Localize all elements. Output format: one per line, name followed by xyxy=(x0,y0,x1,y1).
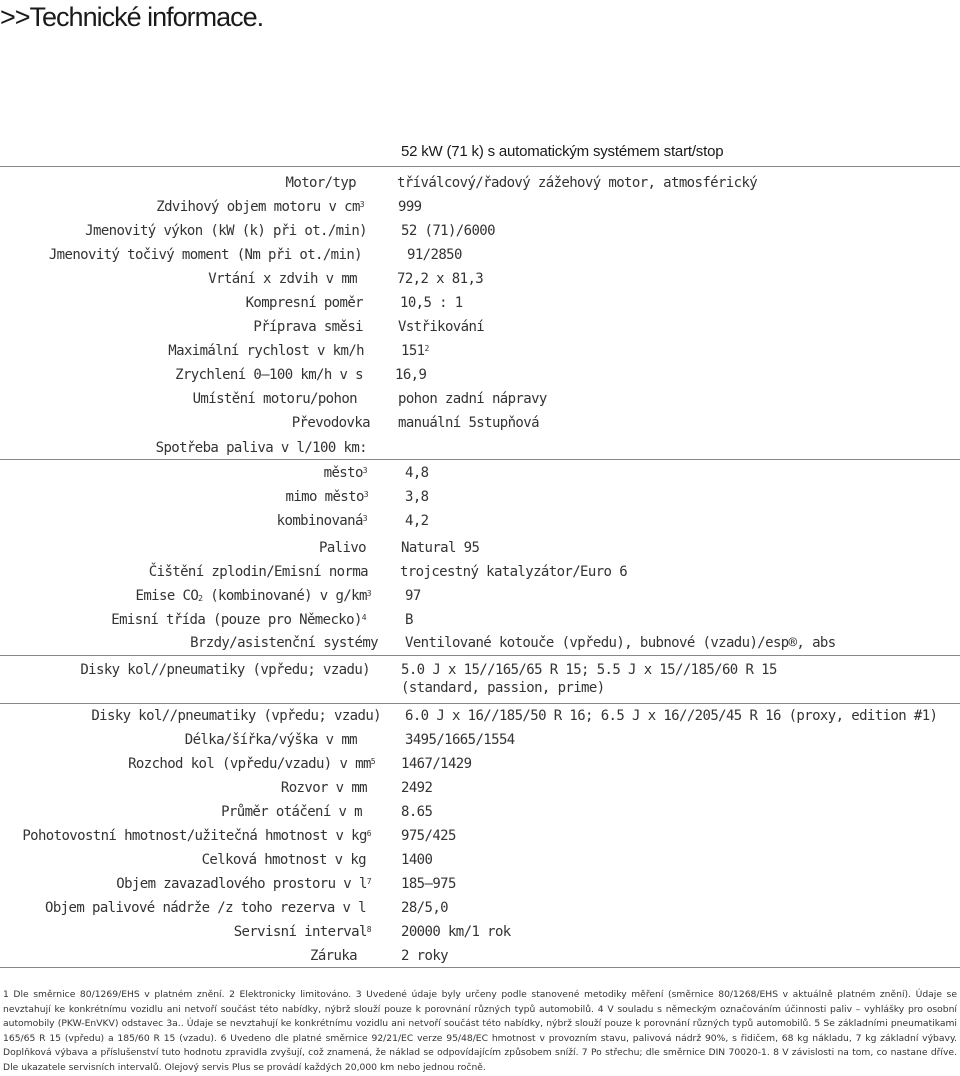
row-value-umisteni-motoru: pohon zadní nápravy xyxy=(398,391,547,407)
row-label-vrtani-zdvih: Vrtání x zdvih v mm xyxy=(208,271,357,287)
row-value-zrychleni: 16,9 xyxy=(395,367,427,383)
row-value-mimo-mesto: 3,8 xyxy=(405,489,429,505)
row-label-zdvihovy-objem: Zdvihový objem motoru v $cm^3$ xyxy=(156,199,364,215)
row-label-kombinovana: kombinovaná$^3$ xyxy=(276,513,367,529)
row-value-rozchod-kol: 1467/1429 xyxy=(401,756,472,772)
row-value-palivova-nadrz: 28/5,0 xyxy=(401,900,448,916)
row-label-spotreba-paliva: Spotřeba paliva v l/100 km: xyxy=(155,440,367,456)
row-value-prumer-otaceni: 8.65 xyxy=(401,804,433,820)
row-value-palivo: Natural 95 xyxy=(401,540,480,556)
row-label-prumer-otaceni: Průměr otáčení v m xyxy=(221,804,362,820)
row-label-hmotnost: Pohotovostní hmotnost/užitečná hmotnost v $kg^6$ xyxy=(22,828,371,844)
row-value-motor-typ: tříválcový/řadový zážehový motor, atmosférický xyxy=(397,175,758,191)
row-value-celkova-hmotnost: 1400 xyxy=(401,852,433,868)
row-label-kompresni-pomer: Kompresní poměr xyxy=(245,295,363,311)
row-value-cisteni-zplodin: trojcestný katalyzátor/Euro 6 xyxy=(400,564,628,580)
row-label-disky-16: Disky kol//pneumatiky (vpředu; vzadu) xyxy=(91,708,381,724)
row-label-rozvor: Rozvor v mm xyxy=(280,780,367,796)
row-label-zaruka: Záruka xyxy=(310,948,357,964)
brzdy-rule xyxy=(0,655,960,656)
row-value-kompresni-pomer: 10,5 : 1 xyxy=(400,295,463,311)
row-value-rozvor: 2492 xyxy=(401,780,433,796)
row-value-tocivy-moment: 91/2850 xyxy=(407,247,462,263)
row-value-max-rychlost: $151^2$ xyxy=(401,343,429,359)
row-value-jmenovity-vykon: 52 (71)/6000 xyxy=(401,223,495,239)
header-rule xyxy=(0,166,960,167)
row-value-servisni-interval: 20000 km/1 rok xyxy=(401,924,511,940)
row-label-rozmery: Délka/šířka/výška v mm xyxy=(184,732,357,748)
spotreba-rule xyxy=(0,459,960,460)
row-label-cisteni-zplodin: Čištění zplodin/Emisní norma xyxy=(148,564,368,580)
row-label-rozchod-kol: Rozchod kol (vpředu/vzadu) v $mm^5$ xyxy=(128,756,375,772)
row-value-mesto: 4,8 xyxy=(405,465,429,481)
table-bottom-rule xyxy=(0,967,960,968)
row-label-palivo: Palivo xyxy=(319,540,366,556)
row-label-brzdy: Brzdy/asistenční systémy xyxy=(190,635,378,651)
row-label-zrychleni: Zrychlení 0–100 km/h v s xyxy=(175,367,363,383)
row-value-priprava-smesi: Vstřikování xyxy=(398,319,485,335)
row-value-hmotnost: 975/425 xyxy=(401,828,456,844)
row-label-mimo-mesto: mimo město$^3$ xyxy=(285,489,368,505)
row-label-emisni-trida: Emisní třída (pouze pro Německo)$^4$ xyxy=(111,612,366,628)
row-label-motor-typ: Motor/typ xyxy=(285,175,356,191)
row-label-prevodovka: Převodovka xyxy=(291,415,370,431)
row-value-disky-16: 6.0 J x 16//185/50 R 16; 6.5 J x 16//205/45 R 16 (proxy, edition #1) xyxy=(405,708,938,724)
row-label-umisteni-motoru: Umístění motoru/pohon xyxy=(192,391,357,407)
row-value-emisni-trida: B xyxy=(405,612,413,628)
row-label-emise-co2: Emise $CO_2$ (kombinované) v $g/km^3$ xyxy=(135,588,371,604)
row-value-emise-co2: 97 xyxy=(405,588,421,604)
disky-rule xyxy=(0,703,960,704)
row-label-priprava-smesi: Příprava směsi xyxy=(253,319,363,335)
row-label-disky-15: Disky kol//pneumatiky (vpředu; vzadu) xyxy=(80,662,370,678)
footnotes: 1 Dle směrnice 80/1269/EHS v platném znění. 2 Elektronicky limitováno. 3 Uvedené údaje byly určeny podle stanovené metodiky měření (směrnice 80/1268/EHS v aktuálně platném znění). Údaje se nevztahují ke konkrétnímu vozidlu ani netvoří součást této nabídky, nýbrž slouží pouze k porovnání různých typů automobilů. 4 V souladu s německým označováním účinnosti paliv – vyhlášky pro osobní automobily (PKW-EnVKV) odstavec 3a.. Údaje se nevztahují ke konkrétnímu vozidlu ani netvoří součást této nabídky, nýbrž slouží pouze k porovnání různých typů automobilů. 5 Se základními pneumatikami 165/65 R 15 (vpředu) a 185/60 R 15 (vzadu). 6 Uvedeno dle platné směrnice 92/21/EC verze 95/48/EC hmotnost v provozním stavu, palivová nádrž 90%, s řidičem, 68 kg nákladu, 7 kg základní výbavy. Doplňková výbava a příslušenství tuto hodnotu zpravidla zvyšují, což znamená, že náklad se odpovídajícím způsobem sníží. 7 Po střechu; dle směrnice DIN 70020-1. 8 V závislosti na tom, co nastane dříve. Dle ukazatele servisních intervalů. Olejový servis Plus se provádí každých 20,000 km nebo jednou ročně. xyxy=(3,989,957,1073)
row-label-palivova-nadrz: Objem palivové nádrže /z toho rezerva v l xyxy=(45,900,366,916)
row-label-servisni-interval: Servisní interval$^8$ xyxy=(233,924,371,940)
row-value-zdvihovy-objem: 999 xyxy=(398,199,422,215)
column-heading: 52 kW (71 k) s automatickým systémem start/stop xyxy=(401,143,724,160)
row-label-tocivy-moment: Jmenovitý točivý moment (Nm při ot./min) xyxy=(48,247,362,263)
row-value-disky-15: 5.0 J x 15//165/65 R 15; 5.5 J x 15//185/60 R 15 (standard, passion, prime) xyxy=(401,662,777,696)
page-title: >>Technické informace. xyxy=(0,2,264,32)
row-value-brzdy: Ventilované kotouče (vpředu), bubnové (vzadu)/esp®, abs xyxy=(405,635,836,651)
row-value-kombinovana: 4,2 xyxy=(405,513,429,529)
row-label-jmenovity-vykon: Jmenovitý výkon (kW (k) při ot./min) xyxy=(85,223,367,239)
row-label-celkova-hmotnost: Celková hmotnost v kg xyxy=(201,852,366,868)
row-value-vrtani-zdvih: 72,2 x 81,3 xyxy=(397,271,484,287)
row-label-zavazadlovy-prostor: Objem zavazadlového prostoru v $l^7$ xyxy=(116,876,371,892)
row-value-zavazadlovy-prostor: 185–975 xyxy=(401,876,456,892)
row-value-zaruka: 2 roky xyxy=(401,948,448,964)
row-label-max-rychlost: Maximální rychlost v km/h xyxy=(168,343,364,359)
row-value-rozmery: 3495/1665/1554 xyxy=(405,732,515,748)
row-label-mesto: město$^3$ xyxy=(323,465,367,481)
row-value-prevodovka: manuální 5stupňová xyxy=(398,415,539,431)
